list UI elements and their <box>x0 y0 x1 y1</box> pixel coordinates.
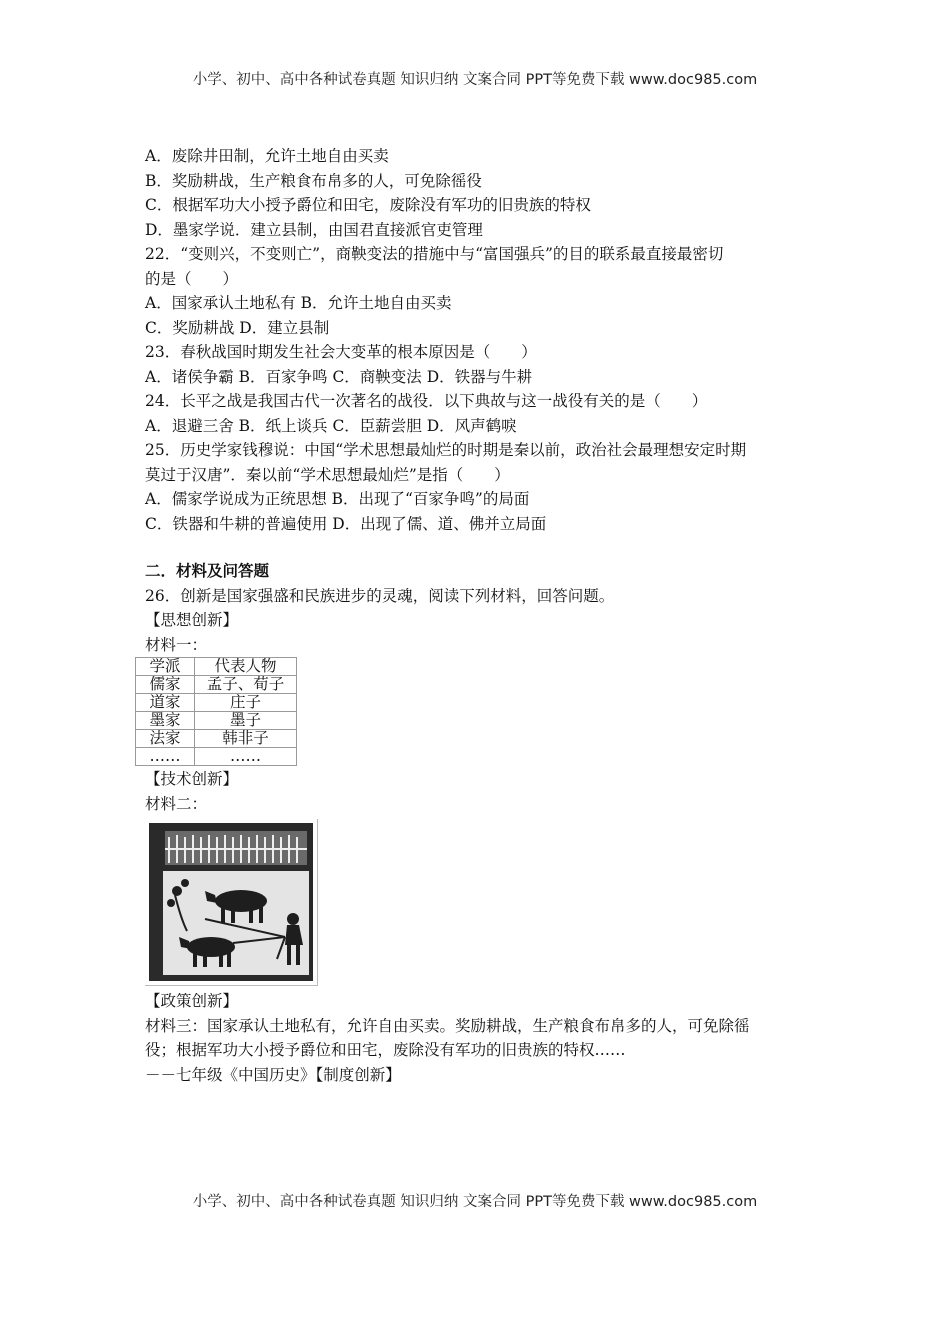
q22-stem-line1: 22．“变则兴，不变则亡”，商鞅变法的措施中与“富国强兵”的目的联系最直接最密切 <box>145 245 724 263</box>
ox-plowing-rubbing-image <box>145 819 318 986</box>
q23-stem: 23．春秋战国时期发生社会大变革的根本原因是（ ） <box>145 343 537 361</box>
q21-option-c: C．根据军功大小授予爵位和田宅，废除没有军功的旧贵族的特权 <box>145 196 591 214</box>
table-cell: 墨子 <box>195 712 297 730</box>
q22-options-line2: C．奖励耕战 D．建立县制 <box>145 318 330 337</box>
q23-options: A．诸侯争霸 B．百家争鸣 C．商鞅变法 D．铁器与牛耕 <box>145 367 533 386</box>
table-cell: 道家 <box>136 694 195 712</box>
table-cell: 孟子、荀子 <box>195 676 297 694</box>
table-cell: 儒家 <box>136 676 195 694</box>
table-cell: 韩非子 <box>195 730 297 748</box>
q24-options: A．退避三舍 B．纸上谈兵 C．臣薪尝胆 D．风声鹤唳 <box>145 416 517 435</box>
q21-option-b: B．奖励耕战，生产粮食布帛多的人，可免除徭役 <box>145 171 482 190</box>
q25-stem-line2: 莫过于汉唐”．秦以前“学术思想最灿烂”是指（ ） <box>145 465 510 484</box>
spacer <box>145 536 810 559</box>
table-header-cell: 学派 <box>136 658 195 676</box>
schools-table <box>135 657 297 766</box>
material3-line2: 役；根据军功大小授予爵位和田宅，废除没有军功的旧贵族的特权…… <box>145 1041 626 1059</box>
table-header-cell: 代表人物 <box>195 658 297 676</box>
page-footer: 小学、初中、高中各种试卷真题 知识归纳 文案合同 PPT等免费下载 www.doc985.com <box>192 1194 758 1210</box>
material3-line1: 材料三：国家承认土地私有，允许自由买卖。奖励耕战，生产粮食布帛多的人，可免除徭 <box>145 1016 750 1035</box>
table-cell: 墨家 <box>136 712 195 730</box>
page-header: 小学、初中、高中各种试卷真题 知识归纳 文案合同 PPT等免费下载 www.doc985.com <box>192 72 758 88</box>
q21-option-d: D．墨家学说．建立县制，由国君直接派官吏管理 <box>145 220 483 239</box>
document-body <box>145 144 810 1087</box>
section-title: 二．材料及问答题 <box>145 562 270 580</box>
source-line: －－七年级《中国历史》【制度创新】 <box>145 1065 401 1084</box>
tag-tech-innovation: 【技术创新】 <box>145 770 239 788</box>
q24-stem: 24．长平之战是我国古代一次著名的战役．以下典故与这一战役有关的是（ ） <box>145 392 708 410</box>
q22-options-line1: A．国家承认土地私有 B．允许土地自由买卖 <box>145 294 452 312</box>
table-row <box>136 694 297 712</box>
table-cell: 庄子 <box>195 694 297 712</box>
q25-options-line1: A．儒家学说成为正统思想 B．出现了“百家争鸣”的局面 <box>145 490 530 508</box>
q25-stem-line1: 25．历史学家钱穆说：中国“学术思想最灿烂的时期是秦以前，政治社会最理想安定时期 <box>145 441 747 459</box>
table-cell: …… <box>195 748 297 766</box>
table-cell: …… <box>136 748 195 766</box>
table-row <box>136 676 297 694</box>
material1-label: 材料一： <box>145 635 208 654</box>
q26-stem: 26．创新是国家强盛和民族进步的灵魂，阅读下列材料，回答问题。 <box>145 586 615 605</box>
table-header-row <box>136 658 297 676</box>
material2-label: 材料二： <box>145 794 208 813</box>
table-row <box>136 748 297 766</box>
tag-thought-innovation: 【思想创新】 <box>145 611 239 629</box>
tag-policy-innovation: 【政策创新】 <box>145 992 239 1010</box>
table-row <box>136 712 297 730</box>
q25-options-line2: C．铁器和牛耕的普遍使用 D．出现了儒、道、佛并立局面 <box>145 514 547 533</box>
table-cell: 法家 <box>136 730 195 748</box>
q21-option-a: A．废除井田制，允许土地自由买卖 <box>145 147 389 165</box>
q22-stem-line2: 的是（ ） <box>145 269 239 288</box>
table-row <box>136 730 297 748</box>
